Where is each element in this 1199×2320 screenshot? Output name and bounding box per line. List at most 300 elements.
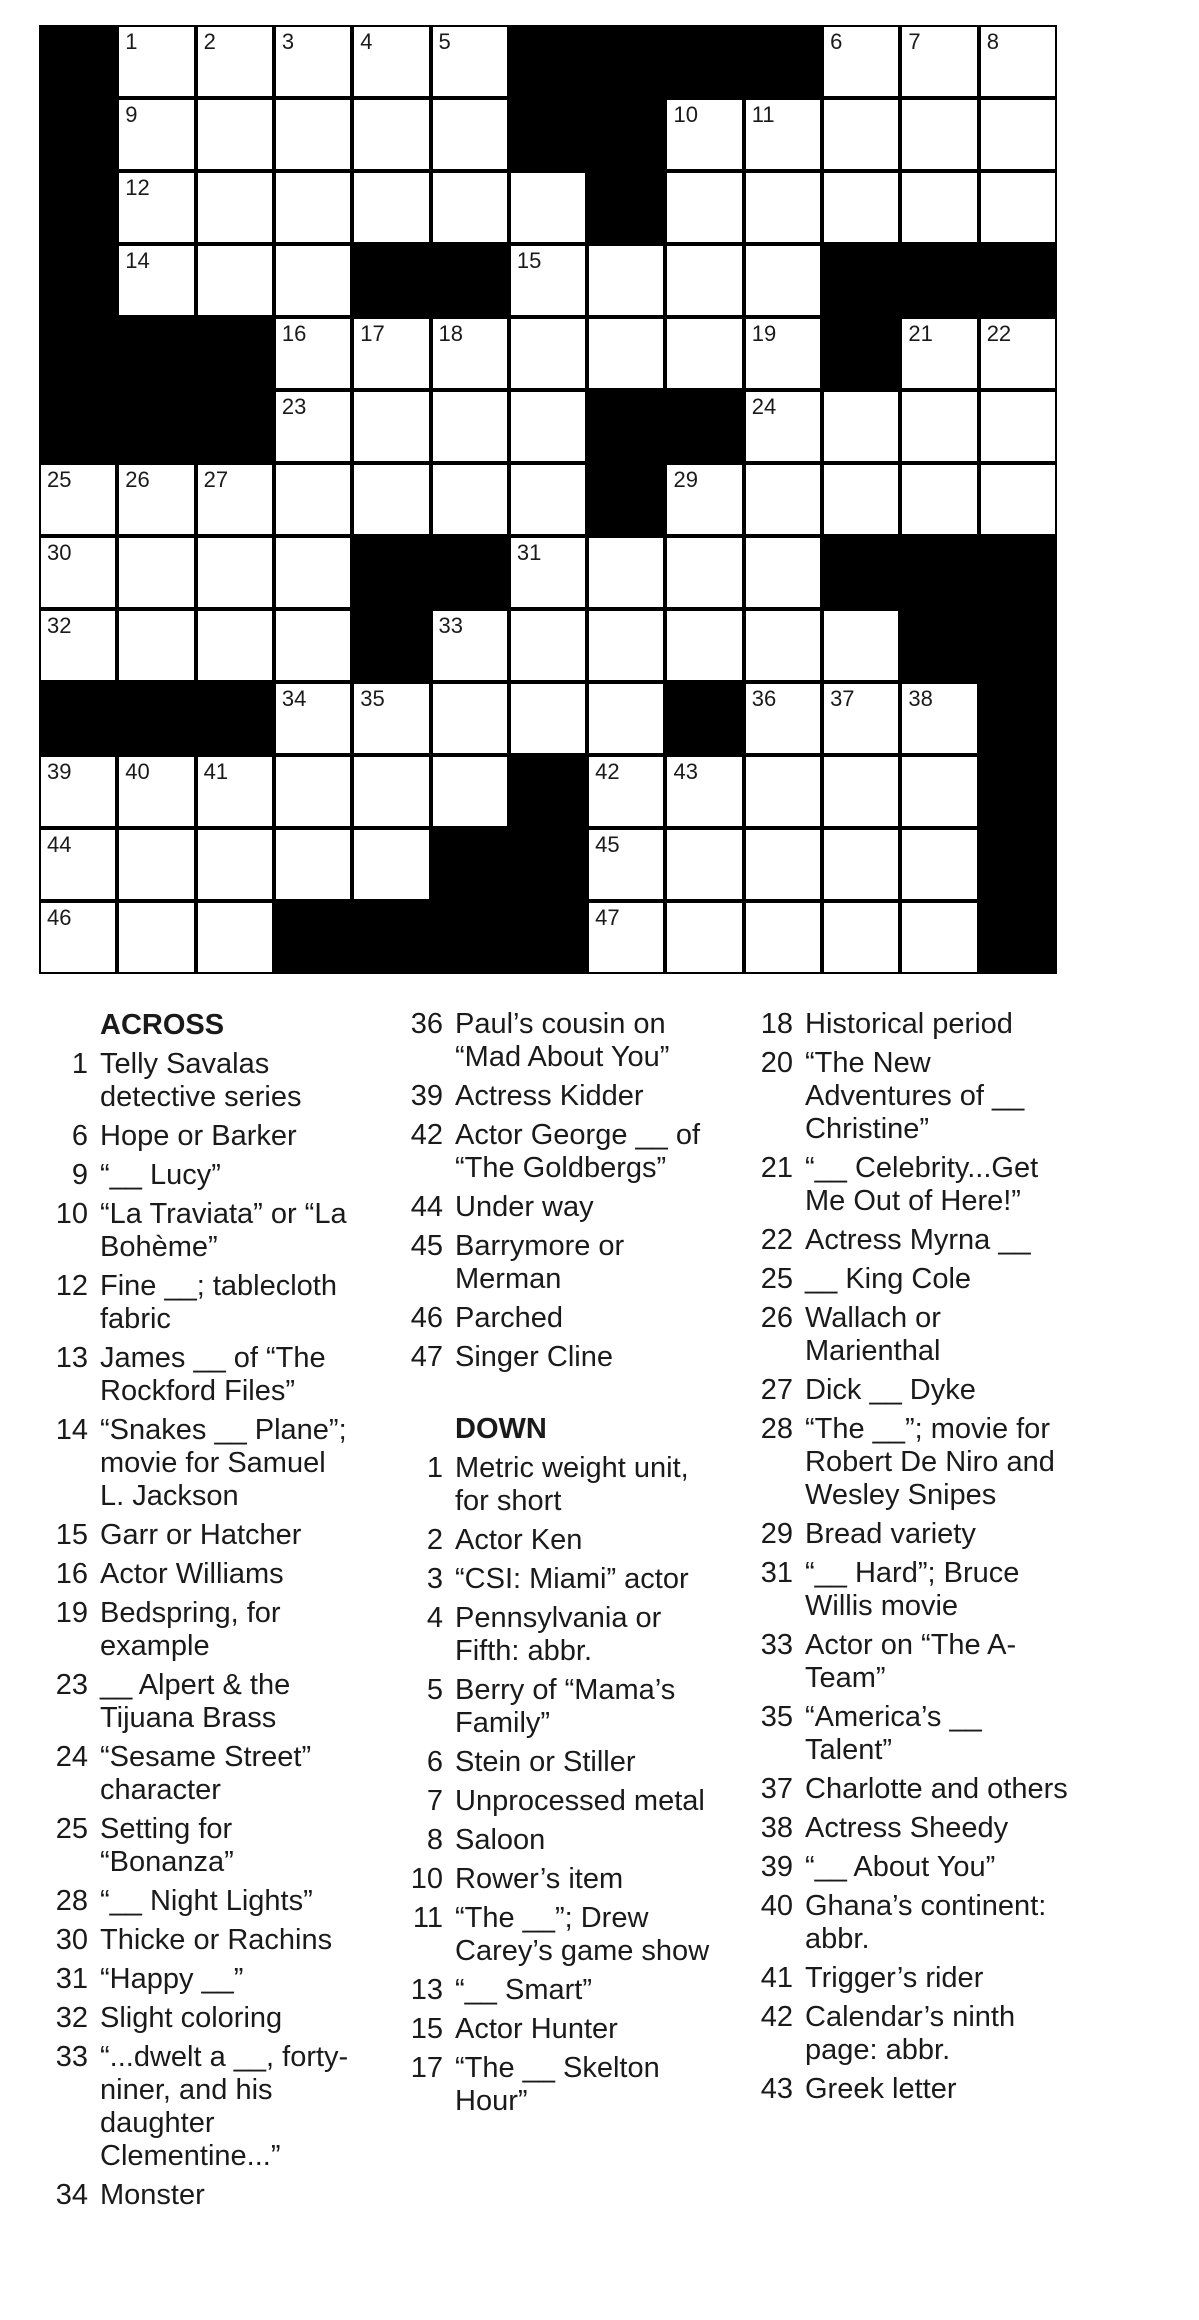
cell-number: 32 — [47, 613, 72, 638]
clue-text: “Sesame Street” character — [100, 1741, 312, 1806]
grid-cell[interactable] — [981, 392, 1055, 461]
grid-cell[interactable] — [667, 538, 741, 607]
grid-cell[interactable] — [119, 611, 193, 680]
grid-cell[interactable] — [354, 757, 428, 826]
grid-cell[interactable] — [902, 319, 976, 388]
clue-number: 40 — [760, 1890, 793, 1922]
cell-number: 25 — [47, 467, 72, 492]
grid-cell[interactable] — [511, 684, 585, 753]
grid-cell[interactable] — [433, 611, 507, 680]
grid-cell[interactable] — [354, 684, 428, 753]
cell-number: 46 — [47, 905, 72, 930]
clue-text: Actress Myrna __ — [805, 1224, 1031, 1256]
clue-text: Calendar’s ninth page: abbr. — [805, 2001, 1016, 2066]
across-clue — [385, 1302, 725, 1335]
clue-number: 6 — [71, 1120, 88, 1152]
clue-number: 9 — [71, 1159, 88, 1191]
grid-cell[interactable] — [198, 27, 272, 96]
clue-text: Historical period — [805, 1008, 1013, 1040]
grid-cell[interactable] — [198, 173, 272, 242]
grid-cell[interactable] — [119, 27, 193, 96]
down-clue — [735, 1047, 1075, 1146]
clue-number: 2 — [426, 1524, 443, 1556]
cell-number: 44 — [47, 832, 72, 857]
grid-cell[interactable] — [276, 757, 350, 826]
grid-cell[interactable] — [667, 319, 741, 388]
grid-cell[interactable] — [511, 173, 585, 242]
clue-number: 4 — [426, 1602, 443, 1634]
clue-text: Singer Cline — [455, 1341, 613, 1373]
clue-text: Unprocessed metal — [455, 1785, 705, 1817]
grid-cell[interactable] — [198, 246, 272, 315]
grid-cell[interactable] — [902, 100, 976, 169]
clue-number: 26 — [760, 1302, 793, 1334]
grid-cell[interactable] — [667, 757, 741, 826]
cell-number: 34 — [281, 686, 307, 711]
grid-cell[interactable] — [433, 757, 507, 826]
grid-cell[interactable] — [276, 538, 350, 607]
down-clue — [735, 1374, 1075, 1407]
across-clue — [30, 1741, 350, 1807]
clue-text: “__ Hard”; Bruce Willis movie — [805, 1557, 1020, 1622]
grid-cell[interactable] — [746, 392, 820, 461]
grid-cell[interactable] — [667, 611, 741, 680]
grid-cell[interactable] — [119, 757, 193, 826]
clue-number: 18 — [760, 1008, 793, 1040]
grid-cell[interactable] — [119, 830, 193, 899]
down-clue — [735, 1302, 1075, 1368]
across-clue — [385, 1008, 725, 1074]
grid-cell[interactable] — [589, 757, 663, 826]
grid-cell[interactable] — [276, 173, 350, 242]
grid-cell[interactable] — [433, 100, 507, 169]
grid-cell[interactable] — [41, 611, 115, 680]
down-clue — [735, 1413, 1075, 1512]
clue-text: Trigger’s rider — [805, 1962, 984, 1994]
down-clue — [735, 1890, 1075, 1956]
grid-cell[interactable] — [981, 27, 1055, 96]
down-clue — [735, 1518, 1075, 1551]
grid-cell[interactable] — [902, 173, 976, 242]
clue-text: “La Traviata” or “La Bohème” — [100, 1198, 347, 1263]
clue-text: Fine __; tablecloth fabric — [100, 1270, 337, 1335]
cell-number: 27 — [203, 467, 229, 492]
grid-cell[interactable] — [746, 173, 820, 242]
grid-cell[interactable] — [511, 319, 585, 388]
grid-cell[interactable] — [589, 830, 663, 899]
grid-cell[interactable] — [746, 903, 820, 972]
across-heading: ACROSS — [100, 1009, 225, 1041]
grid-cell[interactable] — [276, 684, 350, 753]
cell-number: 43 — [673, 759, 698, 784]
grid-cell[interactable] — [276, 246, 350, 315]
grid-cell[interactable] — [589, 684, 663, 753]
cell-number: 9 — [125, 102, 138, 127]
grid-cell[interactable] — [433, 392, 507, 461]
grid-cell[interactable] — [198, 611, 272, 680]
grid-cell[interactable] — [41, 903, 115, 972]
clue-number: 25 — [760, 1263, 793, 1295]
clue-text: Dick __ Dyke — [805, 1374, 976, 1406]
grid-cell[interactable] — [511, 538, 585, 607]
clue-number: 10 — [55, 1198, 88, 1230]
clue-text: Actress Sheedy — [805, 1812, 1009, 1844]
down-clue — [385, 1563, 725, 1596]
down-clue — [735, 2001, 1075, 2067]
down-clue — [735, 1629, 1075, 1695]
clue-text: Greek letter — [805, 2073, 957, 2105]
across-clue — [30, 1963, 350, 1996]
cell-number: 40 — [125, 759, 150, 784]
grid-cell[interactable] — [746, 465, 820, 534]
clue-number: 33 — [55, 2041, 88, 2073]
clue-number: 1 — [71, 1048, 88, 1080]
clue-text: Ghana’s continent: abbr. — [805, 1890, 1047, 1955]
grid-cell[interactable] — [198, 903, 272, 972]
grid-cell[interactable] — [902, 684, 976, 753]
grid-cell[interactable] — [746, 757, 820, 826]
clue-text: Thicke or Rachins — [100, 1924, 333, 1956]
clue-text: “Snakes __ Plane”; movie for Samuel L. Jackson — [100, 1414, 347, 1512]
clue-text: Hope or Barker — [100, 1120, 297, 1152]
cell-number: 42 — [595, 759, 620, 784]
clue-number: 16 — [55, 1558, 88, 1590]
clue-number: 25 — [55, 1813, 88, 1845]
clue-text: Saloon — [455, 1824, 546, 1856]
grid-cell[interactable] — [354, 392, 428, 461]
clue-text: Under way — [455, 1191, 594, 1223]
clue-number: 37 — [760, 1773, 793, 1805]
clue-number: 5 — [426, 1674, 443, 1706]
grid-cell[interactable] — [433, 27, 507, 96]
cell-number: 35 — [360, 686, 385, 711]
cell-number: 33 — [438, 613, 464, 638]
clue-number: 33 — [760, 1629, 793, 1661]
across-clue — [30, 1414, 350, 1513]
grid-cell[interactable] — [119, 903, 193, 972]
clue-number: 14 — [55, 1414, 88, 1446]
cell-number: 4 — [360, 29, 373, 54]
grid-cell[interactable] — [589, 538, 663, 607]
grid-cell[interactable] — [667, 465, 741, 534]
grid-cell[interactable] — [354, 319, 428, 388]
grid-cell[interactable] — [119, 100, 193, 169]
grid-cell[interactable] — [276, 611, 350, 680]
grid-cell[interactable] — [589, 611, 663, 680]
cell-number: 47 — [595, 905, 620, 930]
across-clue — [30, 1597, 350, 1663]
down-clue-list — [385, 1452, 725, 2118]
cell-number: 22 — [986, 321, 1012, 346]
across-clue — [30, 1885, 350, 1918]
clue-number: 43 — [760, 2073, 793, 2105]
clue-number: 23 — [55, 1669, 88, 1701]
clue-number: 44 — [410, 1191, 443, 1223]
grid-cell[interactable] — [824, 684, 898, 753]
cell-number: 14 — [125, 248, 150, 273]
grid-cell[interactable] — [119, 173, 193, 242]
grid-cell[interactable] — [902, 903, 976, 972]
across-clue — [30, 2041, 350, 2173]
grid-cell[interactable] — [667, 246, 741, 315]
grid-cell[interactable] — [276, 27, 350, 96]
crossword-grid — [39, 25, 1057, 974]
clue-number: 15 — [55, 1519, 88, 1551]
clue-number: 27 — [760, 1374, 793, 1406]
clue-text: “__ Lucy” — [100, 1159, 221, 1191]
grid-cell[interactable] — [902, 757, 976, 826]
clue-number: 39 — [760, 1851, 793, 1883]
clue-number: 12 — [55, 1270, 88, 1302]
across-clue — [30, 1813, 350, 1879]
grid-cell[interactable] — [41, 538, 115, 607]
grid-cell[interactable] — [198, 538, 272, 607]
cell-number: 12 — [125, 175, 150, 200]
grid-cell[interactable] — [589, 903, 663, 972]
across-clue — [30, 2179, 350, 2212]
across-clue — [385, 1341, 725, 1374]
cell-number: 31 — [516, 540, 542, 565]
grid-cell[interactable] — [824, 100, 898, 169]
clue-text: Stein or Stiller — [455, 1746, 636, 1778]
grid-cell[interactable] — [746, 319, 820, 388]
grid-cell[interactable] — [276, 465, 350, 534]
grid-cell[interactable] — [433, 465, 507, 534]
across-clue-list — [30, 1048, 350, 2212]
cell-number: 10 — [673, 102, 698, 127]
cell-number: 39 — [47, 759, 72, 784]
clue-text: “America’s __ Talent” — [805, 1701, 982, 1766]
grid-cell[interactable] — [511, 465, 585, 534]
grid-cell[interactable] — [981, 173, 1055, 242]
clue-text: Actor Ken — [455, 1524, 583, 1556]
grid-cell[interactable] — [746, 246, 820, 315]
grid-cell[interactable] — [41, 757, 115, 826]
down-clue — [385, 2052, 725, 2118]
grid-cell[interactable] — [824, 173, 898, 242]
clue-number: 42 — [410, 1119, 443, 1151]
down-clue — [385, 1785, 725, 1818]
down-clue — [735, 1224, 1075, 1257]
clue-text: Charlotte and others — [805, 1773, 1068, 1805]
cell-number: 3 — [281, 29, 295, 54]
clue-text: Actor on “The A-Team” — [805, 1629, 1017, 1694]
grid-cell[interactable] — [981, 100, 1055, 169]
grid-cell[interactable] — [41, 830, 115, 899]
clue-column-3 — [735, 1008, 1075, 2112]
down-clue — [735, 1851, 1075, 1884]
clue-text: Actor Williams — [100, 1558, 284, 1590]
grid-cell[interactable] — [119, 246, 193, 315]
grid-cell[interactable] — [41, 465, 115, 534]
grid-cell[interactable] — [746, 830, 820, 899]
grid-cell[interactable] — [824, 465, 898, 534]
grid-cell[interactable] — [824, 757, 898, 826]
clue-number: 34 — [55, 2179, 88, 2211]
grid-cell[interactable] — [276, 100, 350, 169]
down-clue — [385, 1746, 725, 1779]
down-clue — [735, 1701, 1075, 1767]
cell-number: 41 — [203, 759, 229, 784]
clue-number: 32 — [55, 2002, 88, 2034]
down-clue — [385, 1974, 725, 2007]
across-clue — [30, 1342, 350, 1408]
cell-number: 38 — [908, 686, 933, 711]
clue-text: Barrymore or Merman — [455, 1230, 625, 1295]
grid-cell[interactable] — [981, 319, 1055, 388]
grid-cell[interactable] — [824, 27, 898, 96]
clue-text: “__ Smart” — [455, 1974, 592, 2006]
grid-cell[interactable] — [824, 903, 898, 972]
grid-cell[interactable] — [354, 27, 428, 96]
down-clue — [385, 1824, 725, 1857]
down-heading: DOWN — [455, 1413, 547, 1445]
clue-number: 46 — [410, 1302, 443, 1334]
clue-number: 13 — [55, 1342, 88, 1374]
grid-cell[interactable] — [511, 392, 585, 461]
clue-text: “CSI: Miami” actor — [455, 1563, 689, 1595]
cell-number: 7 — [908, 29, 921, 54]
down-clue — [735, 1773, 1075, 1806]
clue-text: “The __”; Drew Carey’s game show — [455, 1902, 710, 1967]
cell-number: 15 — [516, 248, 542, 273]
clue-text: Pennsylvania or Fifth: abbr. — [455, 1602, 662, 1667]
clue-text: “The __ Skelton Hour” — [455, 2052, 660, 2117]
across-clue — [30, 1270, 350, 1336]
grid-cell[interactable] — [119, 465, 193, 534]
grid-cell[interactable] — [746, 611, 820, 680]
clue-text: Bread variety — [805, 1518, 976, 1550]
clue-text: “__ Celebrity...Get Me Out of Here!” — [805, 1152, 1039, 1217]
clue-number: 30 — [55, 1924, 88, 1956]
grid-cell[interactable] — [746, 538, 820, 607]
grid-cell[interactable] — [276, 392, 350, 461]
clue-number: 10 — [410, 1863, 443, 1895]
clue-text: Rower’s item — [455, 1863, 624, 1895]
across-clue — [30, 1048, 350, 1114]
across-clue — [30, 1159, 350, 1192]
grid-cell[interactable] — [119, 538, 193, 607]
grid-cell[interactable] — [902, 830, 976, 899]
clue-text: Paul’s cousin on “Mad About You” — [455, 1008, 670, 1073]
clue-number: 17 — [410, 2052, 443, 2084]
clue-text: Actress Kidder — [455, 1080, 644, 1112]
clue-text: Metric weight unit, for short — [455, 1452, 689, 1517]
grid-cell[interactable] — [433, 173, 507, 242]
clue-number: 42 — [760, 2001, 793, 2033]
cell-number: 6 — [830, 29, 843, 54]
clue-number: 29 — [760, 1518, 793, 1550]
clue-text: Actor Hunter — [455, 2013, 618, 2045]
clue-number: 35 — [760, 1701, 793, 1733]
grid-cell[interactable] — [667, 903, 741, 972]
grid-cell[interactable] — [198, 830, 272, 899]
clue-column-2 — [385, 1008, 725, 2124]
grid-cell[interactable] — [589, 319, 663, 388]
clue-number: 45 — [410, 1230, 443, 1262]
clue-text: Slight coloring — [100, 2002, 283, 2034]
clue-number: 28 — [55, 1885, 88, 1917]
grid-cell[interactable] — [198, 100, 272, 169]
clue-number: 47 — [410, 1341, 443, 1373]
across-clue — [385, 1230, 725, 1296]
across-clue — [30, 1120, 350, 1153]
cell-number: 16 — [281, 321, 307, 346]
grid-cell[interactable] — [511, 611, 585, 680]
clue-number: 41 — [760, 1962, 793, 1994]
grid-cell[interactable] — [198, 465, 272, 534]
across-clue — [30, 1519, 350, 1552]
clue-text: “Happy __” — [100, 1963, 244, 1995]
clue-number: 24 — [55, 1741, 88, 1773]
clue-text: “__ Night Lights” — [100, 1885, 313, 1917]
grid-cell[interactable] — [824, 830, 898, 899]
clue-text: Wallach or Marienthal — [805, 1302, 941, 1367]
down-clue — [385, 1863, 725, 1896]
clue-text: Parched — [455, 1302, 564, 1334]
across-clue — [30, 1669, 350, 1735]
grid-cell[interactable] — [276, 319, 350, 388]
clue-number: 13 — [410, 1974, 443, 2006]
grid-cell[interactable] — [433, 684, 507, 753]
grid-cell[interactable] — [667, 173, 741, 242]
grid-cell[interactable] — [354, 100, 428, 169]
cell-number: 24 — [751, 394, 777, 419]
across-clue — [385, 1119, 725, 1185]
clue-text: “...dwelt a __, forty-niner, and his daughter Clementine...” — [100, 2041, 349, 2172]
grid-cell[interactable] — [746, 100, 820, 169]
grid-cell[interactable] — [824, 392, 898, 461]
grid-cell[interactable] — [433, 319, 507, 388]
across-clue — [30, 1198, 350, 1264]
grid-cell[interactable] — [981, 465, 1055, 534]
grid-cell[interactable] — [746, 684, 820, 753]
grid-cell[interactable] — [824, 611, 898, 680]
clue-text: James __ of “The Rockford Files” — [100, 1342, 326, 1407]
down-clue — [385, 1524, 725, 1557]
grid-cell[interactable] — [667, 100, 741, 169]
grid-cell[interactable] — [902, 27, 976, 96]
grid-cell[interactable] — [354, 465, 428, 534]
clue-column-1 — [30, 1008, 350, 2218]
clue-text: “The __”; movie for Robert De Niro and Wesley Snipes — [805, 1413, 1055, 1511]
down-clue — [385, 1452, 725, 1518]
grid-cell[interactable] — [902, 465, 976, 534]
grid-cell[interactable] — [354, 830, 428, 899]
cell-number: 21 — [908, 321, 933, 346]
cell-number: 30 — [47, 540, 72, 565]
grid-cell[interactable] — [667, 830, 741, 899]
down-clue — [735, 1263, 1075, 1296]
grid-cell[interactable] — [354, 173, 428, 242]
clue-number: 6 — [426, 1746, 443, 1778]
clue-text: “The New Adventures of __ Christine” — [805, 1047, 1025, 1145]
grid-cell[interactable] — [589, 246, 663, 315]
clue-text: Berry of “Mama’s Family” — [455, 1674, 676, 1739]
grid-cell[interactable] — [511, 246, 585, 315]
clue-text: __ Alpert & the Tijuana Brass — [100, 1669, 291, 1734]
clue-number: 38 — [760, 1812, 793, 1844]
clue-number: 7 — [426, 1785, 443, 1817]
grid-cell[interactable] — [276, 830, 350, 899]
grid-cell[interactable] — [902, 392, 976, 461]
clue-text: Monster — [100, 2179, 205, 2211]
down-clue — [385, 1902, 725, 1968]
cell-number: 29 — [673, 467, 698, 492]
across-clue — [30, 1924, 350, 1957]
cell-number: 8 — [986, 29, 999, 54]
grid-cell[interactable] — [198, 757, 272, 826]
